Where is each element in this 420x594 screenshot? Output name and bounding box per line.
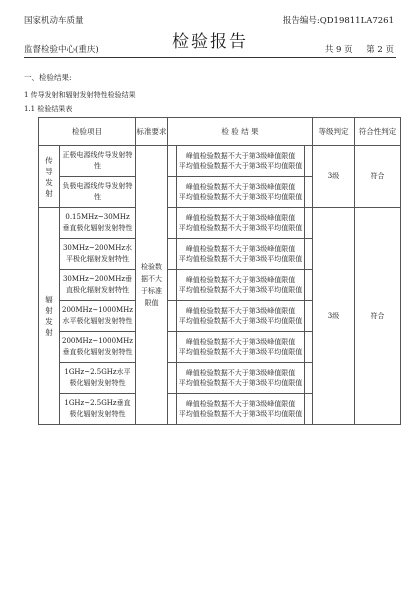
test-result	[177, 270, 305, 301]
result-peak: 峰值检验数据不大于第3级峰值限值	[185, 182, 296, 191]
test-item: 200MHz~1000MHz水平极化辐射发射特性	[60, 301, 136, 332]
result-pad-left	[168, 270, 177, 301]
header-conform: 符合性判定	[355, 118, 401, 146]
org-name-top: 国家机动车质量	[24, 16, 84, 26]
result-pad-left	[168, 332, 177, 363]
test-item: 200MHz~1000MHz垂直极化辐射发射特性	[60, 332, 136, 363]
result-peak: 峰值检验数据不大于第3级峰值限值	[185, 399, 296, 408]
header-result: 检 验 结 果	[168, 118, 313, 146]
org-name-bottom: 监督检验中心(重庆)	[24, 45, 99, 55]
table-row	[39, 208, 401, 239]
subsection-1-1: 1.1 检验结果表	[24, 105, 73, 113]
report-number-value: QD19811LA7261	[319, 16, 394, 26]
result-pad-left	[168, 208, 177, 239]
test-item: 正极电源线传导发射特性	[60, 146, 136, 177]
header-standard: 标准要求	[136, 118, 168, 146]
result-pad-right	[305, 363, 313, 394]
result-average: 平均值检验数据不大于第3级平均值限值	[178, 286, 303, 294]
result-peak: 峰值检验数据不大于第3级峰值限值	[185, 244, 296, 253]
report-number	[283, 14, 394, 26]
table-header-row	[39, 118, 401, 146]
report-title: 检验报告	[172, 32, 248, 52]
header-grade: 等级判定	[313, 118, 355, 146]
conformity-value: 符合	[355, 146, 401, 208]
test-item: 1GHz~2.5GHz水平极化辐射发射特性	[60, 363, 136, 394]
result-peak: 峰值检验数据不大于第3级峰值限值	[185, 275, 296, 284]
result-peak: 峰值检验数据不大于第3级峰值限值	[185, 213, 296, 222]
result-pad-right	[305, 239, 313, 270]
result-pad-right	[305, 270, 313, 301]
test-result	[177, 394, 305, 425]
conformity-value: 符合	[355, 208, 401, 425]
result-average: 平均值检验数据不大于第3级平均值限值	[178, 162, 303, 170]
result-pad-left	[168, 301, 177, 332]
result-average: 平均值检验数据不大于第3级平均值限值	[178, 317, 303, 325]
results-table	[38, 117, 401, 425]
test-result	[177, 332, 305, 363]
result-average: 平均值检验数据不大于第3级平均值限值	[178, 379, 303, 387]
result-average: 平均值检验数据不大于第3级平均值限值	[178, 255, 303, 263]
result-average: 平均值检验数据不大于第3级平均值限值	[178, 193, 303, 201]
test-result	[177, 146, 305, 177]
result-average: 平均值检验数据不大于第3级平均值限值	[178, 224, 303, 232]
subsection-1: 1 传导发射和辐射发射特性检验结果	[24, 91, 136, 99]
table-row	[39, 146, 401, 177]
result-pad-right	[305, 177, 313, 208]
group-label: 辐射发射	[39, 208, 60, 425]
result-peak: 峰值检验数据不大于第3级峰值限值	[185, 151, 296, 160]
standard-requirement: 检验数据不大于标准限值	[136, 146, 168, 425]
result-pad-right	[305, 332, 313, 363]
result-pad-left	[168, 394, 177, 425]
result-peak: 峰值检验数据不大于第3级峰值限值	[185, 337, 296, 346]
test-item: 0.15MHz~30MHz垂直极化辐射发射特性	[60, 208, 136, 239]
test-item: 30MHz~200MHz垂直极化辐射发射特性	[60, 270, 136, 301]
result-pad-left	[168, 177, 177, 208]
result-pad-right	[305, 208, 313, 239]
report-number-label: 报告编号:	[282, 16, 320, 26]
result-average: 平均值检验数据不大于第3级平均值限值	[178, 410, 303, 418]
result-peak: 峰值检验数据不大于第3级峰值限值	[185, 368, 296, 377]
result-pad-right	[305, 394, 313, 425]
page-info: 共 9 页 第 2 页	[324, 45, 394, 55]
test-result	[177, 239, 305, 270]
test-item: 1GHz~2.5GHz垂直极化辐射发射特性	[60, 394, 136, 425]
grade-value: 3级	[313, 146, 355, 208]
header-rule	[24, 57, 396, 58]
result-pad-left	[168, 146, 177, 177]
result-pad-right	[305, 146, 313, 177]
result-peak: 峰值检验数据不大于第3级峰值限值	[185, 306, 296, 315]
test-item: 30MHz~200MHz水平极化辐射发射特性	[60, 239, 136, 270]
test-result	[177, 177, 305, 208]
result-pad-left	[168, 363, 177, 394]
result-average: 平均值检验数据不大于第3级平均值限值	[178, 348, 303, 356]
test-result	[177, 208, 305, 239]
grade-value: 3级	[313, 208, 355, 425]
result-pad-left	[168, 239, 177, 270]
group-label: 传导发射	[39, 146, 60, 208]
test-item: 负极电源线传导发射特性	[60, 177, 136, 208]
section-heading: 一、检验结果:	[24, 73, 72, 82]
test-result	[177, 363, 305, 394]
result-pad-right	[305, 301, 313, 332]
header-item: 检验项目	[39, 118, 136, 146]
test-result	[177, 301, 305, 332]
